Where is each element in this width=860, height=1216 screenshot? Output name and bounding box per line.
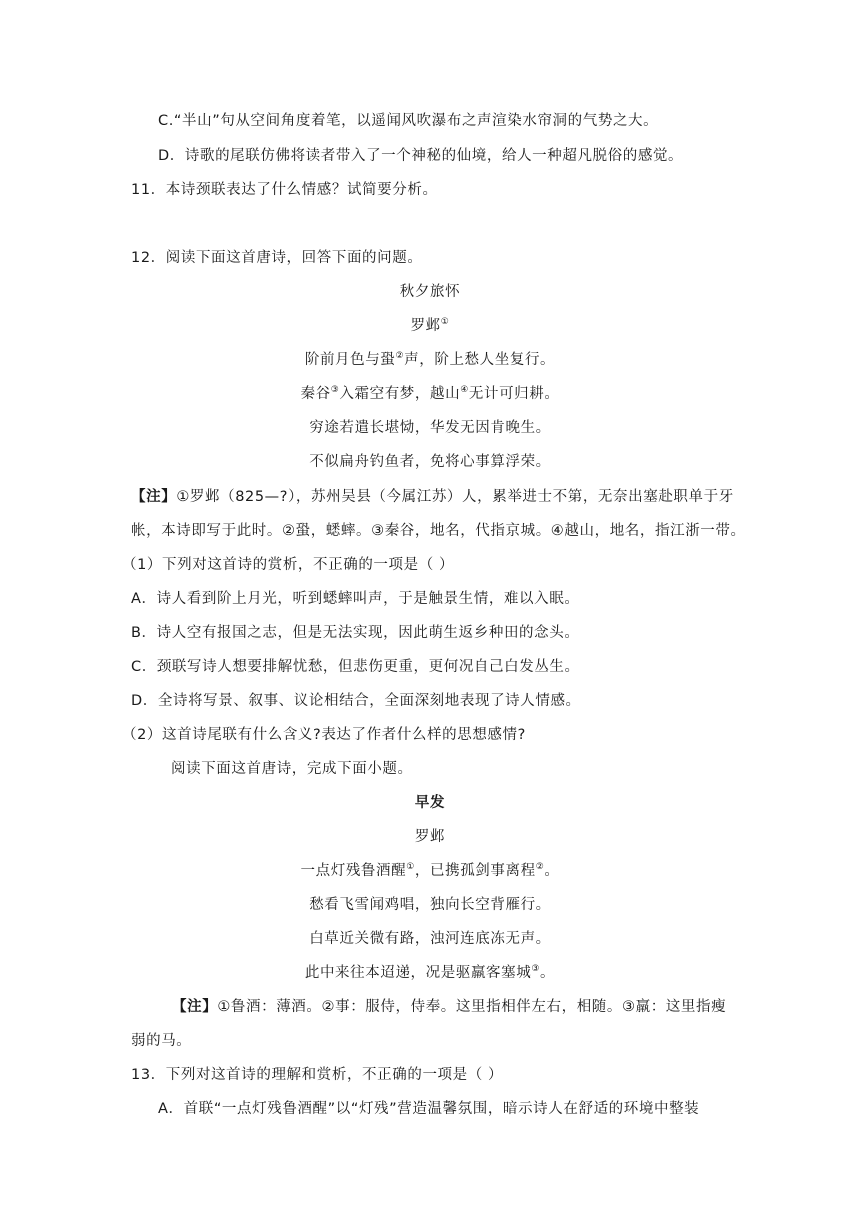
poem1-line-2: 秦谷③入霜空有梦，越山④无计可归耕。 — [300, 385, 560, 402]
q12-option-b: B．诗人空有报国之志，但是无法实现，因此萌生返乡种田的念头。 — [131, 625, 580, 641]
poem2-title: 早发 — [414, 795, 446, 811]
poem1-note-line-2: 帐，本诗即写于此时。②蛩，蟋蟀。③秦谷，地名，代指京城。④越山，地名，指江浙一带。 — [131, 523, 746, 539]
poem1-line-1: 阶前月色与蛩②声，阶上愁人坐复行。 — [304, 351, 556, 368]
poem2-note-line-2: 弱的马。 — [131, 1033, 192, 1049]
poem1-author: 罗邺① — [410, 317, 450, 334]
poem1-title: 秋夕旅怀 — [399, 284, 461, 300]
q12-intro: 12．阅读下面这首唐诗，回答下面的问题。 — [131, 250, 423, 266]
poem2-line-4: 此中来往本迢递，况是驱羸客塞城③。 — [304, 964, 556, 981]
q10-option-c: C.“半山”句从空间角度着笔，以遥闻风吹瀑布之声渲染水帘洞的气势之大。 — [158, 113, 659, 129]
q12-option-a: A．诗人看到阶上月光，听到蟋蟀叫声，于是触景生情，难以入眠。 — [131, 591, 580, 607]
q12-option-d: D．全诗将写景、叙事、议论相结合，全面深刻地表现了诗人情感。 — [131, 693, 581, 709]
q12-sub-question-2: （2）这首诗尾联有什么含义?表达了作者什么样的思想感情? — [122, 727, 526, 743]
poem1-note-line-1: 【注】①罗邺（825—?），苏州吴县（今属江苏）人，累举进士不第，无奈出塞赴职单于牙 — [131, 489, 734, 505]
poem2-line-1: 一点灯残鲁酒醒①，已携孤剑事离程②。 — [300, 862, 560, 879]
q13-stem: 13．下列对这首诗的理解和赏析，不正确的一项是（ ） — [131, 1067, 504, 1083]
poem2-intro: 阅读下面这首唐诗，完成下面小题。 — [171, 761, 413, 777]
poem2-author: 罗邺 — [414, 829, 446, 845]
poem1-line-4: 不似扁舟钓鱼者，免将心事算浮荣。 — [309, 454, 551, 470]
q12-sub-question-1: （1）下列对这首诗的赏析，不正确的一项是（ ） — [122, 557, 455, 573]
q13-option-a: A．首联“一点灯残鲁酒醒”以“灯残”营造温馨氛围，暗示诗人在舒适的环境中整装 — [158, 1101, 700, 1117]
q10-option-d: D．诗歌的尾联仿佛将读者带入了一个神秘的仙境，给人一种超凡脱俗的感觉。 — [158, 148, 684, 164]
poem2-line-2: 愁看飞雪闻鸡唱，独向长空背雁行。 — [309, 897, 551, 913]
q11-question: 11．本诗颈联表达了什么情感？试简要分析。 — [131, 182, 438, 198]
poem2-note-line-1: 【注】①鲁酒：薄酒。②事：服侍，侍奉。这里指相伴左右，相随。③羸：这里指瘦 — [172, 999, 727, 1015]
poem2-line-3: 白草近关微有路，浊河连底冻无声。 — [309, 931, 551, 947]
q12-option-c: C．颈联写诗人想要排解忧愁，但悲伤更重，更何况自己白发丛生。 — [131, 659, 580, 675]
poem1-line-3: 穷途若遣长堪恸，华发无因肯晚生。 — [309, 420, 551, 436]
